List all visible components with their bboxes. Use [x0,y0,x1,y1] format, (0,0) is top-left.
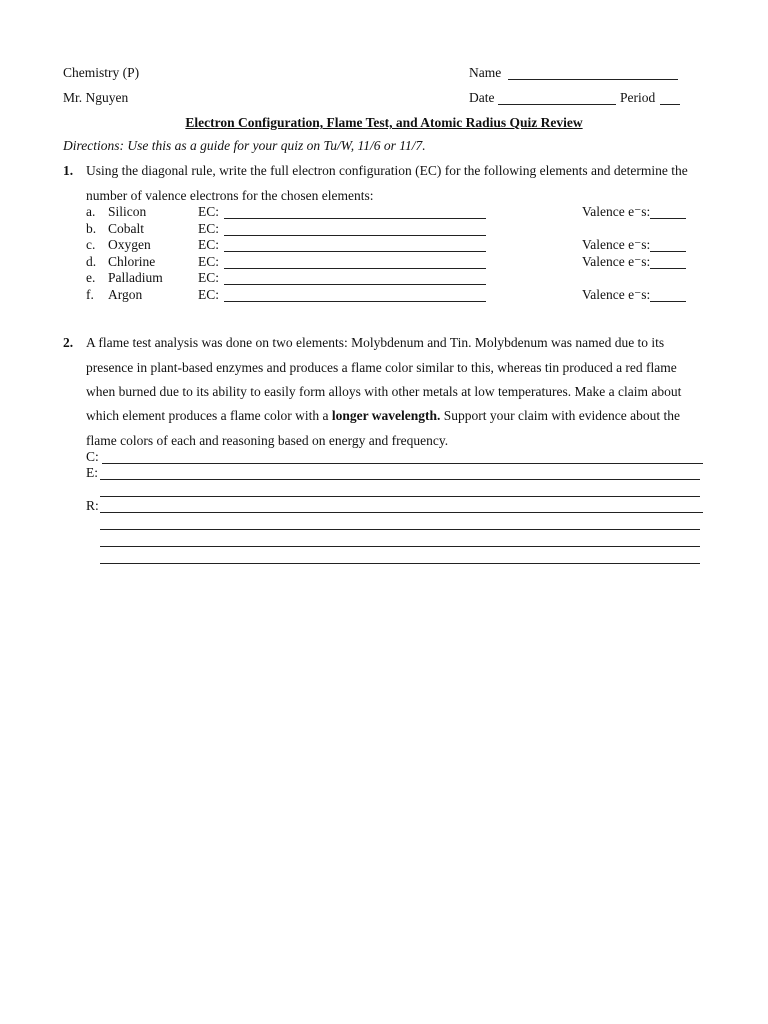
reasoning-answer-line-2[interactable] [100,529,700,530]
valence-label: Valence e⁻s: [582,204,651,219]
ec-answer-line[interactable] [224,235,486,236]
ec-label: EC: [198,270,220,285]
q1-text-line1: Using the diagonal rule, write the full electron configuration (EC) for the following elements and determine the [86,163,688,178]
ec-label: EC: [198,221,220,236]
element-name: Chlorine [108,254,156,269]
q2-line4-bold: longer wavelength. [331,408,441,423]
ec-answer-line[interactable] [224,301,486,302]
directions: Directions: Use this as a guide for your quiz on Tu/W, 11/6 or 11/7. [63,138,426,153]
evidence-answer-line-2[interactable] [100,496,700,497]
ec-answer-line[interactable] [224,268,486,269]
valence-label: Valence e⁻s: [582,254,651,269]
item-letter: f. [86,287,94,302]
ec-label: EC: [198,254,220,269]
date-label: Date [469,90,495,105]
ec-label: EC: [198,287,220,302]
valence-label: Valence e⁻s: [582,287,651,302]
ec-answer-line[interactable] [224,284,486,285]
q2-line4 [86,408,706,424]
q2-line4-post: Support your claim with evidence about the [440,408,680,423]
item-letter: b. [86,221,97,236]
reasoning-label: R: [86,498,99,513]
valence-answer-line[interactable] [650,251,686,252]
q1-text-line2: number of valence electrons for the chosen elements: [86,188,374,203]
date-blank[interactable] [498,104,616,105]
claim-answer-line[interactable] [102,463,703,464]
item-letter: a. [86,204,96,219]
q2-line2: presence in plant-based enzymes and produces a flame color similar to this, whereas tin produced a red flame [86,360,677,375]
reasoning-answer-line-4[interactable] [100,563,700,564]
q2-line5: flame colors of each and reasoning based on energy and frequency. [86,433,449,448]
period-blank[interactable] [660,104,680,105]
evidence-label: E: [86,465,98,480]
teacher-label: Mr. Nguyen [63,90,129,105]
claim-label: C: [86,449,99,464]
evidence-answer-line-1[interactable] [100,479,700,480]
valence-answer-line[interactable] [650,268,686,269]
ec-answer-line[interactable] [224,251,486,252]
item-letter: d. [86,254,97,269]
q1-number: 1. [63,163,74,178]
valence-answer-line[interactable] [650,218,686,219]
valence-answer-line[interactable] [650,301,686,302]
element-name: Palladium [108,270,163,285]
name-blank[interactable] [508,79,678,80]
element-name: Oxygen [108,237,151,252]
valence-label: Valence e⁻s: [582,237,651,252]
q2-line3: when burned due to its ability to easily form alloys with other metals at low temperatures. Make a claim about [86,384,682,399]
item-letter: c. [86,237,96,252]
element-name: Silicon [108,204,147,219]
period-label: Period [620,90,656,105]
element-name: Argon [108,287,143,302]
reasoning-answer-line-3[interactable] [100,546,700,547]
ec-label: EC: [198,204,220,219]
item-letter: e. [86,270,96,285]
q2-line1: A flame test analysis was done on two elements: Molybdenum and Tin. Molybdenum was named due to its [86,335,665,350]
element-name: Cobalt [108,221,144,236]
q2-line4-pre: which element produces a flame color with a [86,408,332,423]
reasoning-answer-line-1[interactable] [100,512,703,513]
document-title: Electron Configuration, Flame Test, and Atomic Radius Quiz Review [185,115,583,130]
ec-label: EC: [198,237,220,252]
q2-number: 2. [63,335,74,350]
course-label: Chemistry (P) [63,65,140,80]
name-label: Name [469,65,502,80]
ec-answer-line[interactable] [224,218,486,219]
